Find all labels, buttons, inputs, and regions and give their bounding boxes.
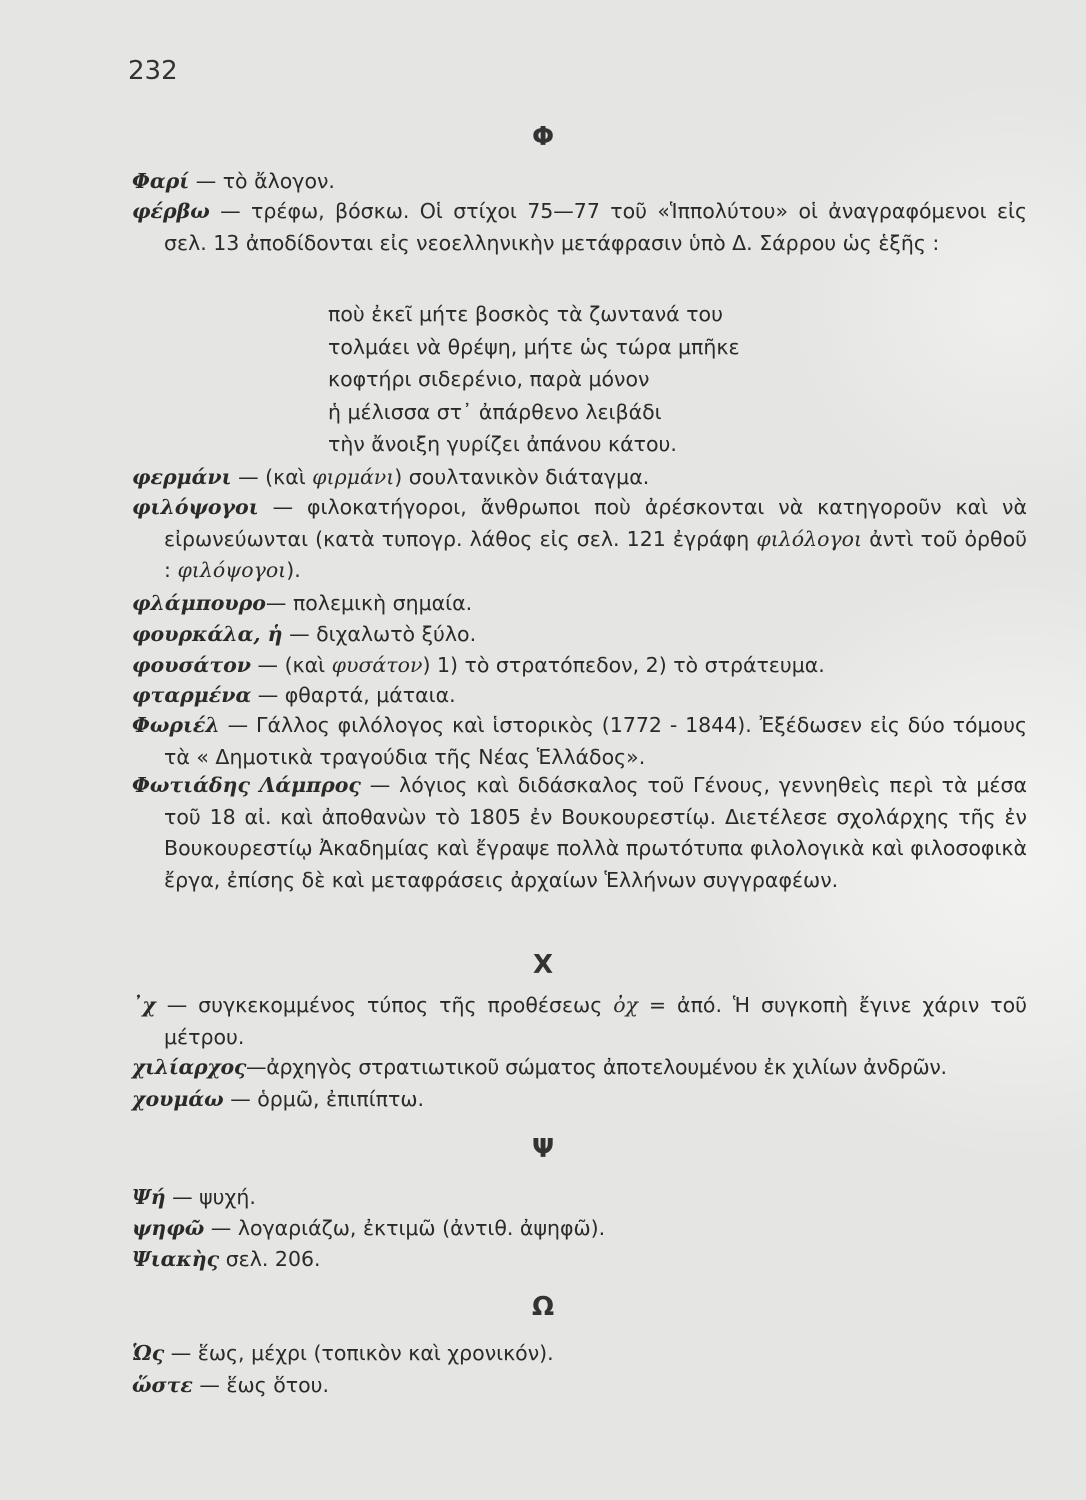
headword: χουμάω — [132, 1087, 224, 1111]
definition: σελ. 206. — [219, 1247, 321, 1271]
definition: ) 1) τὸ στρατόπεδον, 2) τὸ στράτευμα. — [422, 653, 825, 677]
entry-foriel — [132, 710, 1027, 773]
definition: — ὁρμῶ, ἐπιπίπτω. — [223, 1087, 425, 1111]
definition: — (καὶ — [251, 653, 332, 677]
definition: — λόγιος καὶ διδάσκαλος τοῦ Γένους, γεννηθεὶς περὶ τὰ μέσα τοῦ 18 αἰ. καὶ ἀποθανὼν τὸ 1805 ἐν Βουκουρεστίῳ. Διετέλεσε σχολάρχης τῆς ἐν Βουκουρεστίῳ Ἀκαδημίας καὶ ἔγραψε πολλὰ πρωτότυπα φιλολογικὰ καὶ φιλοσοφικὰ ἔργα, ἐπίσης δὲ καὶ μεταφράσεις ἀρχαίων Ἑλλήνων συγγραφέων. — [164, 773, 1028, 892]
entry-psifo — [132, 1213, 1027, 1245]
definition: — πολεμικὴ σημαία. — [265, 591, 473, 615]
variant-form: φιλόψογοι — [177, 558, 287, 582]
poem-line: ἡ μέλισσα στ᾽ ἀπάρθενο λειβάδι — [328, 399, 662, 424]
poem-line: κοφτήρι σιδερένιο, παρὰ μόνον — [328, 367, 650, 391]
section-heading-psi: Ψ — [531, 1134, 555, 1164]
poem-line: ποὺ ἐκεῖ μήτε βοσκὸς τὰ ζωντανά του — [328, 302, 723, 326]
headword: Ψή — [132, 1185, 166, 1209]
definition: —ἀρχηγὸς στρατιωτικοῦ σώματος ἀποτελουμένου ἐκ χιλίων ἀνδρῶν. — [246, 1055, 947, 1079]
headword: φταρμένα — [132, 683, 252, 707]
definition: ἀντὶ τοῦ ὀρθοῦ : — [164, 526, 1027, 582]
headword: ψηφῶ — [132, 1216, 205, 1240]
headword: Ψιακὴς — [132, 1247, 220, 1271]
variant-form: ὀχ — [613, 993, 638, 1017]
definition: — συγκεκομμένος τύπος τῆς προθέσεως — [155, 993, 614, 1017]
headword: χιλίαρχος — [132, 1055, 247, 1079]
section-heading-chi: Χ — [532, 950, 554, 980]
definition: = ἀπό. Ἡ συγκοπὴ ἔγινε χάριν τοῦ μέτρου. — [164, 993, 1027, 1049]
page-number: 232 — [128, 56, 178, 86]
headword: ὥστε — [132, 1373, 193, 1397]
entry-ferbo — [132, 196, 1027, 259]
entry-choumao — [132, 1084, 1027, 1116]
entry-fourkala — [132, 619, 1027, 651]
definition: — τρέφω, βόσκω. Οἱ στίχοι 75—77 τοῦ «Ἱππολύτου» οἱ ἀναγραφόμενοι εἰς σελ. 13 ἀποδίδονται εἰς νεοελληνικὴν μετάφρασιν ὑπὸ Δ. Σάρρου ὡς ἑξῆς : — [164, 199, 1027, 255]
headword: Φαρί — [132, 169, 190, 193]
headword: φερμάνι — [132, 465, 232, 489]
entry-ch — [132, 990, 1027, 1053]
definition: — διχαλωτὸ ξύλο. — [282, 622, 477, 646]
definition: — τὸ ἄλογον. — [189, 169, 335, 193]
section-heading-omega: Ω — [531, 1292, 555, 1322]
definition: — φιλοκατήγοροι, ἄνθρωποι ποὺ ἀρέσκονται νὰ κατηγοροῦν καὶ νὰ εἰρωνεύωνται (κατὰ τυπογρ. λάθος εἰς σελ. 121 ἐγράφη — [164, 495, 1027, 551]
definition: — (καὶ — [231, 465, 313, 489]
variant-form: φυσάτον — [331, 653, 423, 677]
entry-fotiadis — [132, 770, 1027, 896]
entry-os — [132, 1338, 1027, 1370]
poem-line: τὴν ἄνοιξη γυρίζει ἀπάνου κάτου. — [328, 432, 677, 456]
entry-flampouro — [132, 588, 1027, 620]
headword: φιλόψογοι — [132, 495, 259, 519]
entry-filopsogoi — [132, 492, 1027, 587]
definition: — Γάλλος φιλόλογος καὶ ἱστορικὸς (1772 - 1844). Ἐξέδωσεν εἰς δύο τόμους τὰ « Δημοτικὰ τραγούδια τῆς Νέας Ἑλλάδος». — [164, 713, 1027, 769]
definition: — ἕως, μέχρι (τοπικὸν καὶ χρονικόν). — [164, 1341, 554, 1365]
entry-oste — [132, 1370, 1027, 1402]
headword: φέρβω — [132, 199, 210, 223]
headword: Φωτιάδης Λάμπρος — [132, 773, 361, 797]
variant-form: φιρμάνι — [312, 465, 395, 489]
entry-fermani — [132, 462, 1027, 494]
poem-line: τολμάει νὰ θρέψη, μήτε ὡς τώρα μπῆκε — [328, 334, 740, 359]
entry-psiakis — [132, 1244, 1027, 1276]
poem-quote — [328, 298, 740, 461]
headword: φουρκάλα, ἡ — [132, 622, 283, 646]
headword: Φωριέλ — [132, 713, 220, 737]
headword: φουσάτον — [132, 653, 252, 677]
entry-chiliarchos — [132, 1052, 1027, 1084]
definition: — λογαριάζω, ἐκτιμῶ (ἀντιθ. ἀψηφῶ). — [204, 1216, 606, 1240]
definition: — ψυχή. — [165, 1185, 256, 1209]
variant-form: φιλόλογοι — [756, 526, 863, 551]
headword: ᾽χ — [132, 993, 156, 1017]
definition: — ἕως ὅτου. — [192, 1373, 330, 1397]
entry-fousaton — [132, 650, 1027, 682]
headword: Ὡς — [132, 1341, 165, 1365]
entry-ftarmena — [132, 680, 1027, 712]
headword: φλάμπουρο — [132, 591, 266, 615]
entry-fari — [132, 166, 1027, 198]
definition: ). — [286, 558, 301, 582]
entry-psi — [132, 1182, 1027, 1214]
section-heading-phi: Φ — [531, 122, 555, 152]
definition: ) σουλτανικὸν διάταγμα. — [394, 465, 650, 489]
definition: — φθαρτά, μάταια. — [251, 683, 456, 707]
